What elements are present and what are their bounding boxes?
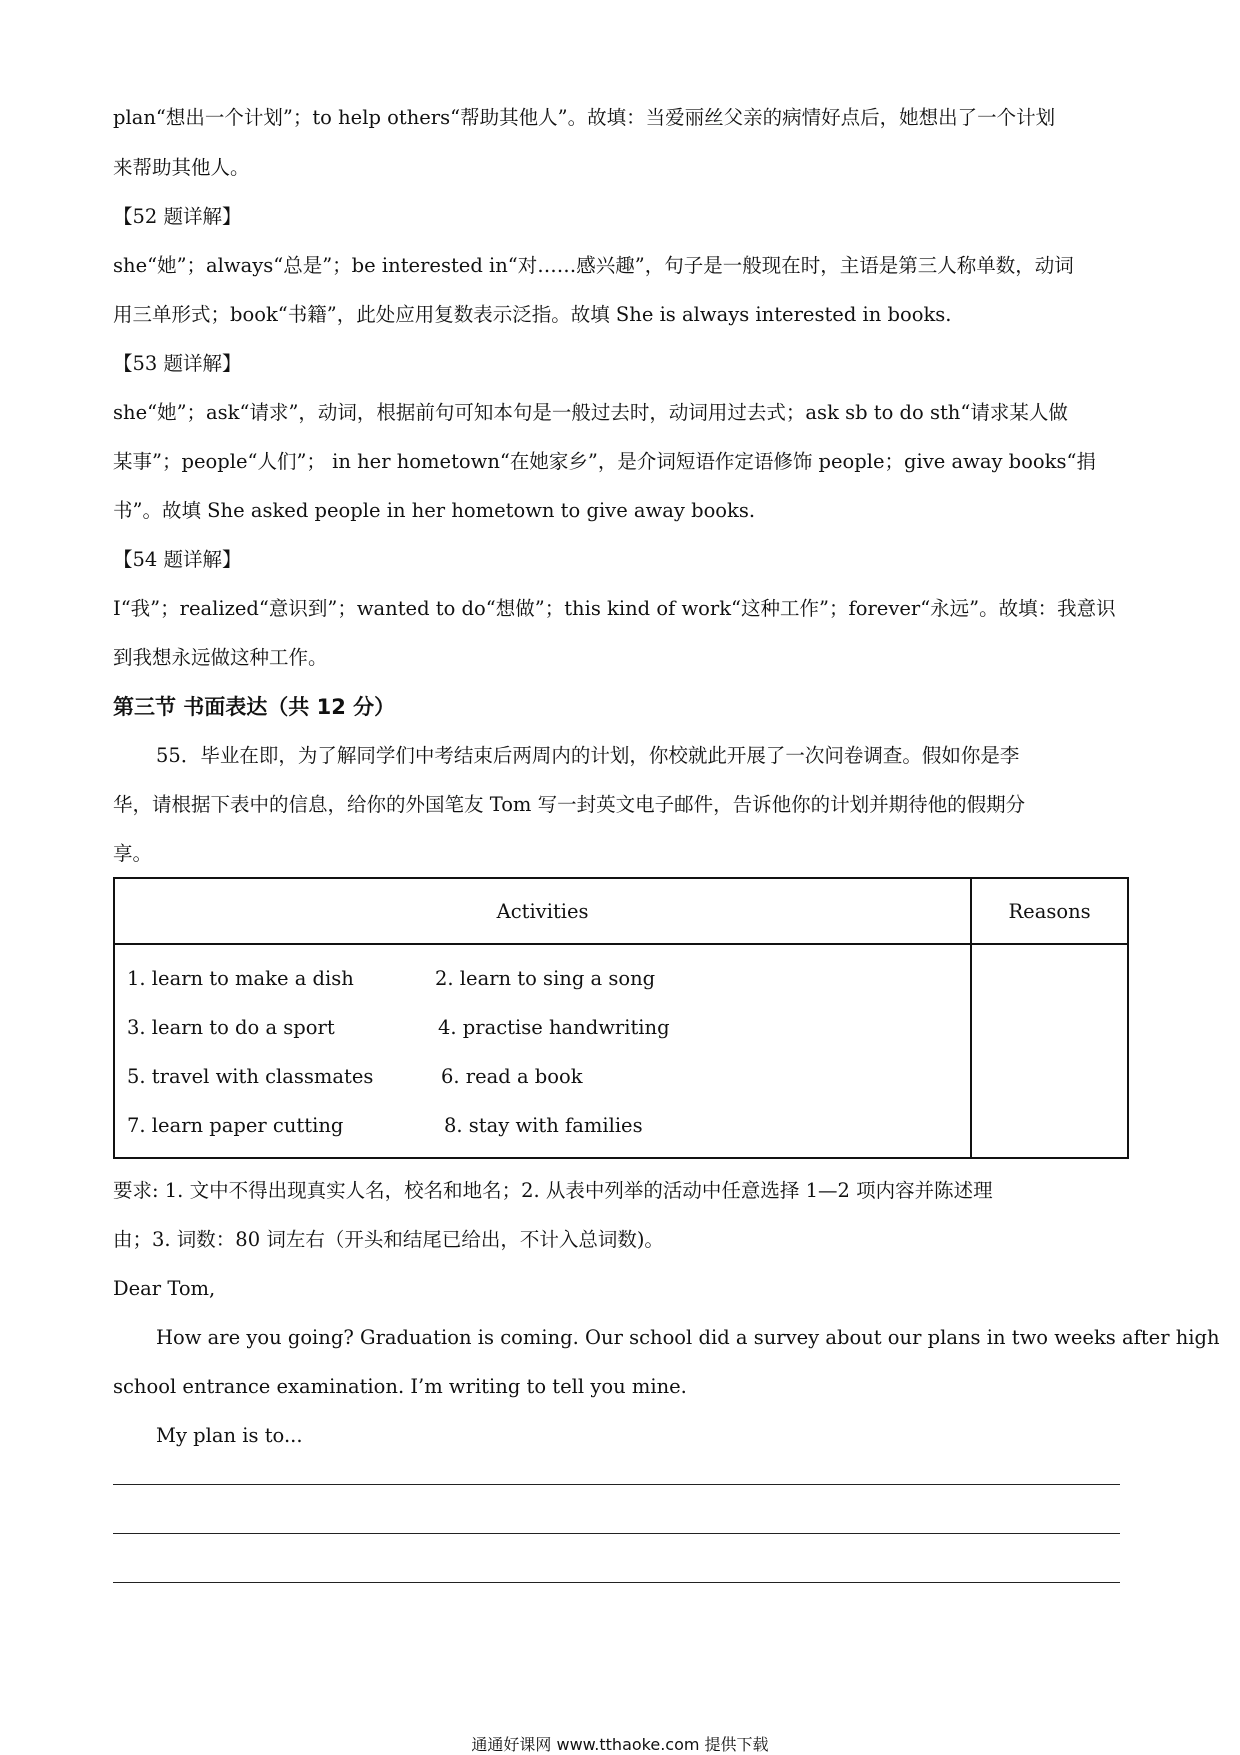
reasons-cell	[971, 944, 1128, 1158]
reasons-header: Reasons	[971, 878, 1128, 944]
answer-line: 某事”；people“人们”； in her hometown“在她家乡”，是介词短语作定语修饰 people；give away books“捐	[113, 450, 1096, 473]
answer-line: 书”。故填 She asked people in her hometown to give away books.	[113, 499, 756, 522]
answer-line: she“她”；ask“请求”，动词，根据前句可知本句是一般过去时，动词用过去式；ask sb to do sth“请求某人做	[113, 401, 1068, 424]
question-line: 华，请根据下表中的信息，给你的外国笔友 Tom 写一封英文电子邮件，告诉他你的计划并期待他的假期分	[113, 793, 1026, 816]
activity-item: 7. learn paper cutting	[127, 1114, 344, 1137]
question-line: 55．毕业在即，为了解同学们中考结束后两周内的计划，你校就此开展了一次问卷调查。假如你是李	[156, 744, 1020, 767]
activity-item: 4. practise handwriting	[438, 1016, 670, 1039]
activity-item: 8. stay with families	[444, 1114, 643, 1137]
writing-line	[113, 1582, 1120, 1583]
activities-header: Activities	[114, 878, 971, 944]
requirements-line: 由；3. 词数：80 词左右（开头和结尾已给出，不计入总词数)。	[113, 1228, 664, 1251]
activity-item: 2. learn to sing a song	[435, 967, 656, 990]
letter-paragraph: school entrance examination. I’m writing to tell you mine.	[113, 1375, 687, 1398]
writing-line	[113, 1533, 1120, 1534]
letter-paragraph: My plan is to...	[156, 1424, 303, 1447]
answer-line: I“我”；realized“意识到”；wanted to do“想做”；this kind of work“这种工作”；forever“永远”。故填：我意识	[113, 597, 1116, 620]
activity-item: 3. learn to do a sport	[127, 1016, 335, 1039]
detail-heading-54: 【54 题详解】	[113, 548, 242, 571]
activity-item: 5. travel with classmates	[127, 1065, 374, 1088]
detail-heading-52: 【52 题详解】	[113, 205, 242, 228]
answer-line: 用三单形式；book“书籍”，此处应用复数表示泛指。故填 She is always interested in books.	[113, 303, 952, 326]
answer-line: 到我想永远做这种工作。	[113, 646, 328, 669]
section-title: 第三节 书面表达（共 12 分）	[113, 695, 396, 719]
writing-line	[113, 1484, 1120, 1485]
page-footer: 通通好课网 www.tthaoke.com 提供下载	[471, 1735, 769, 1754]
question-line: 享。	[113, 842, 153, 865]
activities-cell	[114, 944, 971, 1158]
activities-table	[113, 877, 1129, 1159]
answer-line: she“她”；always“总是”；be interested in“对……感兴趣”，句子是一般现在时，主语是第三人称单数，动词	[113, 254, 1074, 277]
activity-item: 1. learn to make a dish	[127, 967, 354, 990]
requirements-line: 要求: 1. 文中不得出现真实人名，校名和地名；2. 从表中列举的活动中任意选择 1—2 项内容并陈述理	[113, 1179, 993, 1202]
answer-line: plan“想出一个计划”；to help others“帮助其他人”。故填：当爱丽丝父亲的病情好点后，她想出了一个计划	[113, 106, 1056, 129]
letter-greeting: Dear Tom,	[113, 1277, 216, 1300]
activity-item: 6. read a book	[441, 1065, 583, 1088]
answer-line: 来帮助其他人。	[113, 156, 250, 179]
letter-paragraph: How are you going? Graduation is coming. Our school did a survey about our plans in two weeks after high	[156, 1326, 1220, 1349]
detail-heading-53: 【53 题详解】	[113, 352, 242, 375]
